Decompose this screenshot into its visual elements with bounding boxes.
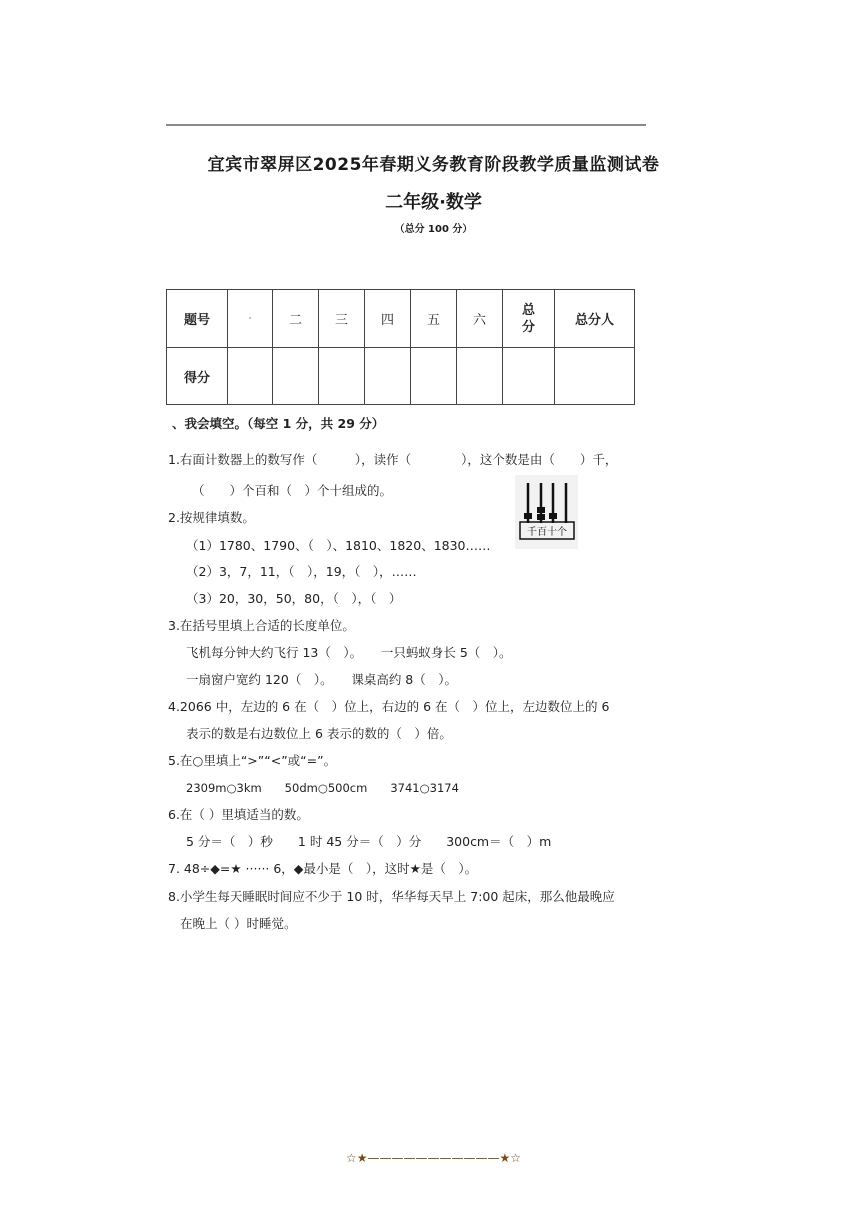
question-6-items: 5 分＝（ ）秒 1 时 45 分＝（ ）分 300cm＝（ ）m [186, 834, 552, 849]
top-rule [166, 124, 646, 126]
cell-section-6: 六 [457, 290, 503, 348]
cell-section-5: 五 [411, 290, 457, 348]
score-input-cell[interactable] [319, 348, 365, 405]
score-input-cell[interactable] [411, 348, 457, 405]
question-4-line-1: 4.2066 中，左边的 6 在（ ）位上，右边的 6 在（ ）位上，左边数位上的 6 [168, 699, 610, 714]
question-2-2: （2）3，7，11，（ ），19，（ ），…… [186, 564, 417, 579]
abacus-bead [537, 507, 545, 513]
abacus-image [515, 475, 578, 549]
question-4-line-2: 表示的数是右边数位上 6 表示的数的（ ）倍。 [186, 726, 452, 741]
abacus-bead [549, 513, 557, 519]
abacus-place-labels: 千百十个 [527, 527, 567, 538]
question-6: 6.在（ ）里填适当的数。 [168, 807, 309, 822]
question-3-line-1: 飞机每分钟大约飞行 13（ ）。 一只蚂蚁身长 5（ ）。 [186, 645, 512, 660]
abacus-bead [537, 514, 545, 520]
score-table [166, 289, 635, 405]
score-input-cell[interactable] [365, 348, 411, 405]
exam-title: 宜宾市翠屏区2025年春期义务教育阶段教学质量监测试卷 [207, 155, 660, 175]
question-2-3: （3）20，30，50，80，（ ），（ ） [186, 591, 402, 606]
score-input-cell[interactable] [503, 348, 555, 405]
footer-decoration: ☆★———————————★☆ [345, 1151, 522, 1165]
question-2: 2.按规律填数。 [168, 510, 255, 525]
section-1-heading: 、我会填空。（每空 1 分，共 29 分） [172, 416, 385, 431]
question-2-1: （1）1780、1790、（ ）、1810、1820、1830…… [186, 538, 491, 553]
question-5-items: 2309m○3km 50dm○500cm 3741○3174 [186, 781, 459, 795]
score-input-cell[interactable] [555, 348, 635, 405]
exam-subtitle: 二年级·数学 [385, 192, 482, 213]
score-input-cell[interactable] [457, 348, 503, 405]
cell-section-2: 二 [273, 290, 319, 348]
question-5: 5.在○里填上“>”“<”或“=”。 [168, 753, 337, 768]
score-input-cell[interactable] [273, 348, 319, 405]
score-input-cell[interactable] [228, 348, 273, 405]
question-3-line-2: 一扇窗户宽约 120（ ）。 课桌高约 8（ ）。 [186, 672, 458, 687]
cell-score-label: 得分 [167, 348, 228, 405]
abacus-figure [515, 475, 578, 549]
score-table-score-row [167, 348, 635, 405]
cell-question-number-label: 题号 [167, 290, 228, 348]
total-score-note: （总分 100 分） [394, 224, 473, 235]
question-8-line-1: 8.小学生每天睡眠时间应不少于 10 时，华华每天早上 7:00 起床，那么他最晚应 [168, 889, 615, 904]
question-8-line-2: 在晚上（ ）时睡觉。 [180, 916, 297, 931]
question-1-line-1: 1.右面计数器上的数写作（ ），读作（ ），这个数是由（ ）千， [168, 452, 618, 467]
cell-total-label: 总 分 [503, 290, 555, 348]
question-3: 3.在括号里填上合适的长度单位。 [168, 618, 355, 633]
question-1-line-2: （ ）个百和（ ）个十组成的。 [192, 483, 393, 498]
cell-grader-label: 总分人 [555, 290, 635, 348]
question-7: 7. 48÷◆=★ ······ 6，◆最小是（ ），这时★是（ ）。 [168, 861, 478, 876]
abacus-bead [524, 513, 532, 519]
cell-section-1: · [228, 290, 273, 348]
cell-section-3: 三 [319, 290, 365, 348]
score-table-header-row [167, 290, 635, 348]
cell-section-4: 四 [365, 290, 411, 348]
